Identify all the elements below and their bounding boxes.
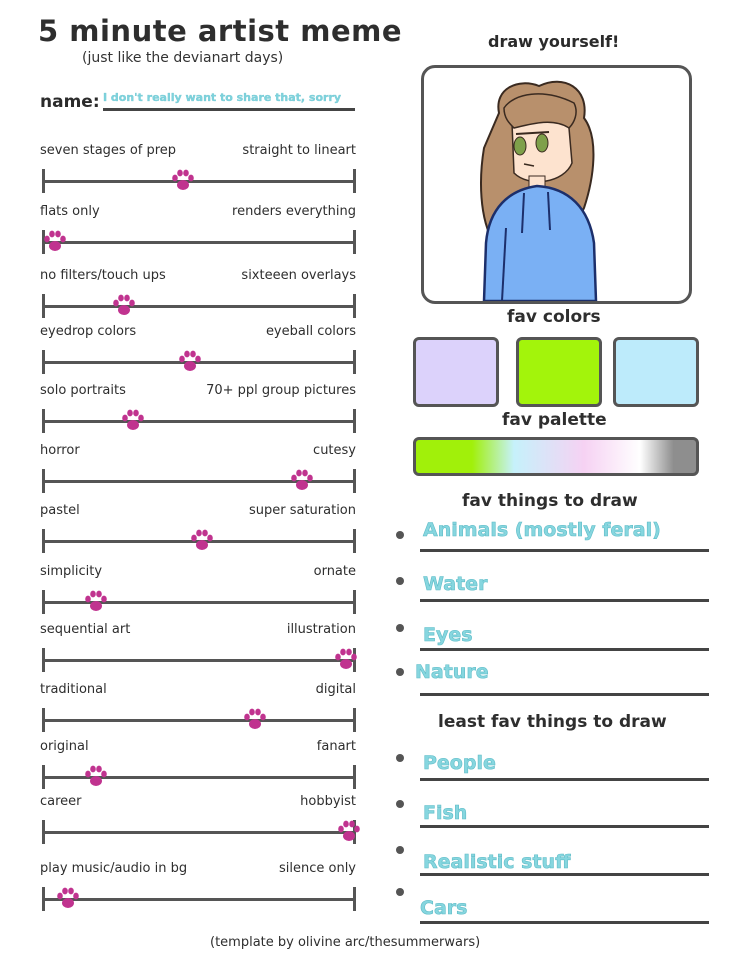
slider-end-tick [42, 887, 45, 911]
paw-print-slider-marker-icon[interactable] [42, 229, 68, 255]
list-item: Nature [415, 661, 489, 683]
slider-end-tick [353, 409, 356, 433]
list-item-underline [420, 873, 709, 876]
slider-end-tick [42, 820, 45, 844]
slider-track[interactable] [43, 180, 355, 183]
slider-left-label: horror [40, 443, 80, 458]
slider-right-label: fanart [316, 739, 356, 754]
fav-things-title: fav things to draw [462, 491, 638, 511]
slider-end-tick [353, 529, 356, 553]
list-item-underline [420, 921, 709, 924]
slider-end-tick [353, 590, 356, 614]
list-item: Cars [420, 897, 468, 919]
slider-end-tick [353, 765, 356, 789]
slider-right-label: silence only [278, 861, 356, 876]
slider-right-label: eyeball colors [265, 324, 356, 339]
name-underline [103, 108, 355, 111]
color-swatch [516, 337, 602, 407]
slider-track[interactable] [43, 831, 355, 834]
slider-right-label: renders everything [232, 204, 356, 219]
slider-right-label: ornate [313, 564, 356, 579]
self-portrait-frame [421, 65, 692, 304]
slider-left-label: simplicity [40, 564, 103, 579]
list-item-underline [420, 778, 709, 781]
slider-end-tick [42, 708, 45, 732]
paw-print-slider-marker-icon[interactable] [242, 707, 268, 733]
slider-left-label: play music/audio in bg [40, 861, 188, 876]
slider-end-tick [353, 469, 356, 493]
template-credit: (template by olivine arc/thesummerwars) [210, 935, 481, 950]
list-bullet [396, 577, 404, 585]
slider-right-label: super saturation [248, 503, 356, 518]
paw-print-slider-marker-icon[interactable] [336, 819, 362, 845]
slider-left-label: eyedrop colors [40, 324, 137, 339]
slider-end-tick [353, 708, 356, 732]
slider-end-tick [42, 648, 45, 672]
fav-palette-title: fav palette [502, 410, 607, 430]
slider-end-tick [42, 469, 45, 493]
fav-palette-bar [413, 437, 699, 476]
paw-print-slider-marker-icon[interactable] [83, 589, 109, 615]
slider-end-tick [353, 169, 356, 193]
slider-track[interactable] [43, 719, 355, 722]
paw-print-slider-marker-icon[interactable] [111, 293, 137, 319]
slider-right-label: illustration [286, 622, 356, 637]
slider-track[interactable] [43, 659, 355, 662]
paw-print-slider-marker-icon[interactable] [177, 349, 203, 375]
self-portrait-drawing [424, 68, 689, 301]
slider-left-label: solo portraits [40, 383, 126, 398]
slider-right-label: sixteeen overlays [241, 268, 356, 283]
slider-end-tick [353, 230, 356, 254]
slider-left-label: career [40, 794, 82, 809]
slider-end-tick [42, 409, 45, 433]
slider-end-tick [42, 169, 45, 193]
least-fav-things-title: least fav things to draw [438, 712, 667, 732]
slider-left-label: seven stages of prep [40, 143, 177, 158]
slider-end-tick [42, 294, 45, 318]
list-bullet [396, 800, 404, 808]
slider-track[interactable] [43, 898, 355, 901]
list-item-underline [420, 825, 709, 828]
slider-track[interactable] [43, 241, 355, 244]
list-bullet [396, 846, 404, 854]
slider-end-tick [353, 350, 356, 374]
list-item: People [423, 752, 496, 774]
list-item-underline [420, 648, 709, 651]
paw-print-slider-marker-icon[interactable] [289, 468, 315, 494]
slider-right-label: hobbyist [300, 794, 356, 809]
list-item: Water [423, 573, 488, 595]
paw-print-slider-marker-icon[interactable] [120, 408, 146, 434]
name-value: I don't really want to share that, sorry [103, 91, 342, 104]
slider-right-label: 70+ ppl group pictures [206, 383, 356, 398]
slider-right-label: straight to lineart [242, 143, 356, 158]
page-title: 5 minute artist meme [38, 14, 403, 48]
fav-colors-title: fav colors [507, 307, 601, 327]
slider-end-tick [353, 887, 356, 911]
draw-yourself-title: draw yourself! [488, 32, 620, 51]
list-bullet [396, 531, 404, 539]
paw-print-slider-marker-icon[interactable] [55, 886, 81, 912]
slider-left-label: no filters/touch ups [40, 268, 166, 283]
slider-left-label: sequential art [40, 622, 131, 637]
list-item: Fish [423, 802, 468, 824]
slider-track[interactable] [43, 420, 355, 423]
list-item-underline [420, 549, 709, 552]
color-swatch [613, 337, 699, 407]
paw-print-slider-marker-icon[interactable] [189, 528, 215, 554]
list-bullet [396, 668, 404, 676]
slider-left-label: original [40, 739, 89, 754]
slider-end-tick [353, 294, 356, 318]
slider-right-label: digital [315, 682, 356, 697]
paw-print-slider-marker-icon[interactable] [83, 764, 109, 790]
paw-print-slider-marker-icon[interactable] [170, 168, 196, 194]
slider-end-tick [42, 590, 45, 614]
slider-left-label: pastel [40, 503, 80, 518]
slider-right-label: cutesy [313, 443, 356, 458]
list-item: Eyes [423, 624, 473, 646]
paw-print-slider-marker-icon[interactable] [333, 647, 359, 673]
slider-end-tick [42, 529, 45, 553]
list-bullet [396, 754, 404, 762]
list-item-underline [420, 693, 709, 696]
list-item: Realistic stuff [423, 851, 571, 873]
slider-end-tick [42, 350, 45, 374]
list-bullet [396, 624, 404, 632]
list-item: Animals (mostly feral) [423, 519, 661, 541]
name-label: name: [40, 92, 100, 112]
slider-end-tick [42, 765, 45, 789]
list-item-underline [420, 599, 709, 602]
slider-track[interactable] [43, 305, 355, 308]
color-swatch [413, 337, 499, 407]
slider-left-label: traditional [40, 682, 107, 697]
slider-left-label: flats only [40, 204, 100, 219]
page-subtitle: (just like the devianart days) [82, 50, 284, 66]
list-bullet [396, 888, 404, 896]
